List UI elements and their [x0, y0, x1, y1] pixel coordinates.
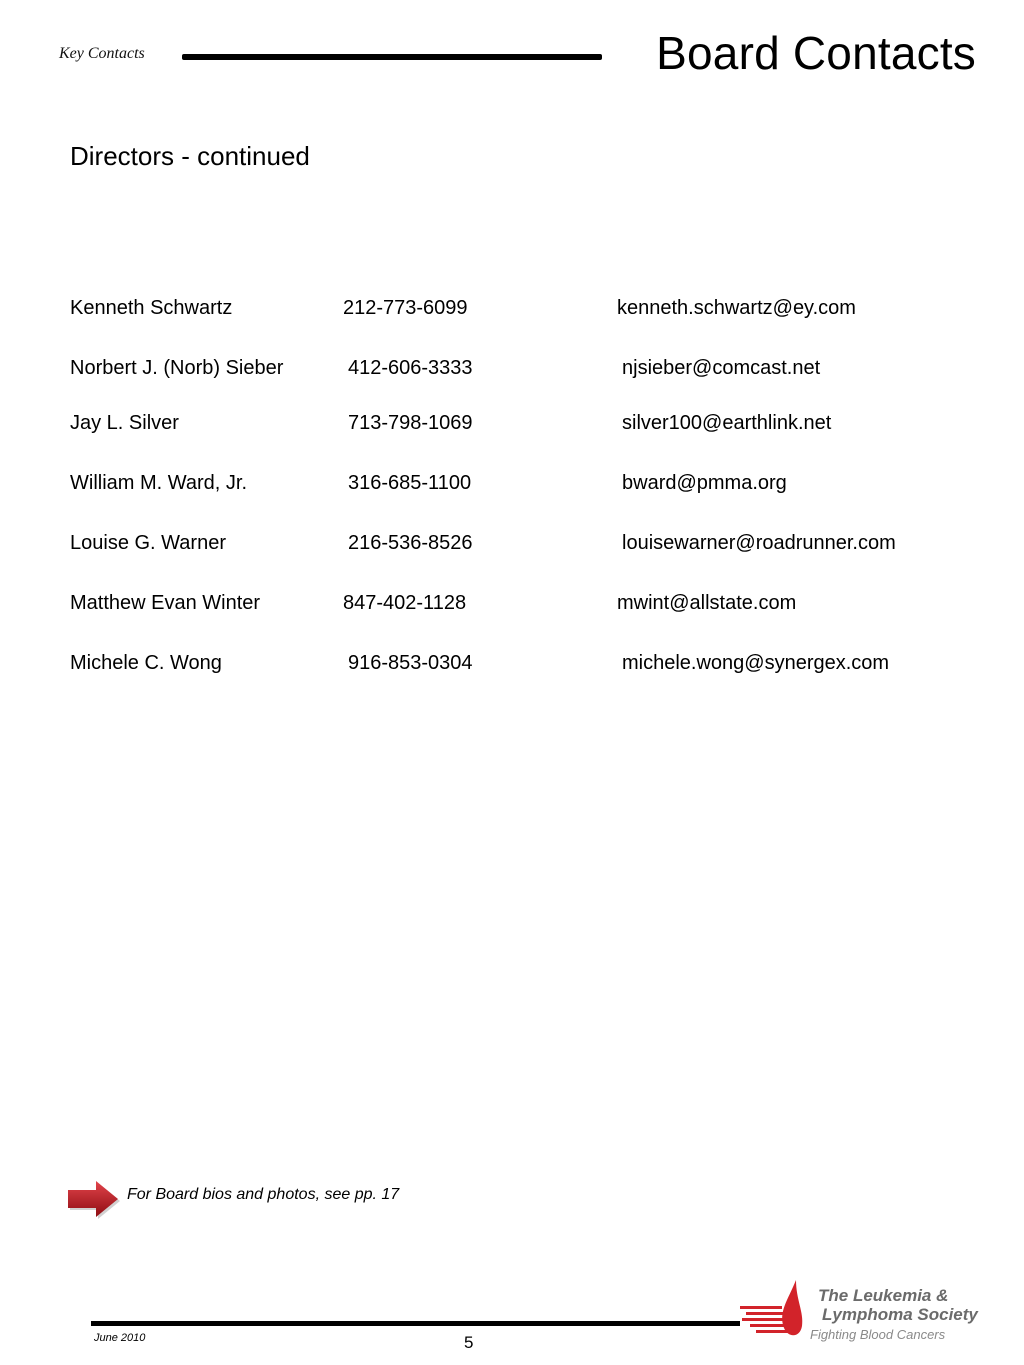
contact-name: Jay L. Silver	[70, 412, 179, 434]
contact-phone: 212-773-6099	[343, 297, 468, 319]
contact-phone: 916-853-0304	[348, 652, 473, 674]
section-tag: Key Contacts	[59, 45, 145, 62]
contact-phone: 216-536-8526	[348, 532, 473, 554]
contact-row	[0, 355, 1024, 381]
logo-tagline: Fighting Blood Cancers	[810, 1327, 946, 1342]
contact-row	[0, 410, 1024, 436]
contact-email: michele.wong@synergex.com	[622, 652, 890, 674]
contact-phone: 713-798-1069	[348, 412, 473, 434]
page-title: Board Contacts	[656, 27, 976, 79]
contact-phone: 847-402-1128	[343, 592, 467, 614]
contact-name: Michele C. Wong	[70, 652, 222, 674]
contact-row	[0, 590, 1024, 616]
contact-email: louisewarner@roadrunner.com	[622, 532, 896, 554]
contact-phone: 412-606-3333	[348, 357, 473, 379]
contact-email: bward@pmma.org	[622, 472, 787, 494]
contact-name: Matthew Evan Winter	[70, 592, 261, 614]
contact-email: njsieber@comcast.net	[622, 357, 821, 379]
board-bios-note: For Board bios and photos, see pp. 17	[127, 1186, 400, 1203]
contact-name: Kenneth Schwartz	[70, 297, 233, 319]
subheading: Directors - continued	[70, 141, 310, 171]
contact-email: silver100@earthlink.net	[622, 412, 832, 434]
contact-name: William M. Ward, Jr.	[70, 472, 248, 494]
contact-row	[0, 470, 1024, 496]
arrow-right-icon	[66, 1179, 120, 1224]
contact-row	[0, 650, 1024, 676]
contact-phone: 316-685-1100	[348, 472, 472, 494]
contact-name: Louise G. Warner	[70, 532, 226, 554]
contact-row	[0, 530, 1024, 556]
contact-row	[0, 295, 1024, 321]
contact-email: mwint@allstate.com	[617, 592, 797, 614]
contact-email: kenneth.schwartz@ey.com	[617, 297, 856, 319]
footer-date: June 2010	[94, 1332, 146, 1344]
logo-text: The Leukemia &	[818, 1286, 949, 1305]
footer-rule	[91, 1321, 740, 1326]
contact-name: Norbert J. (Norb) Sieber	[70, 357, 284, 379]
logo-text: Lymphoma Society	[822, 1305, 978, 1324]
page-number: 5	[464, 1333, 474, 1352]
header-rule	[182, 54, 602, 60]
lls-logo	[738, 1276, 1008, 1348]
